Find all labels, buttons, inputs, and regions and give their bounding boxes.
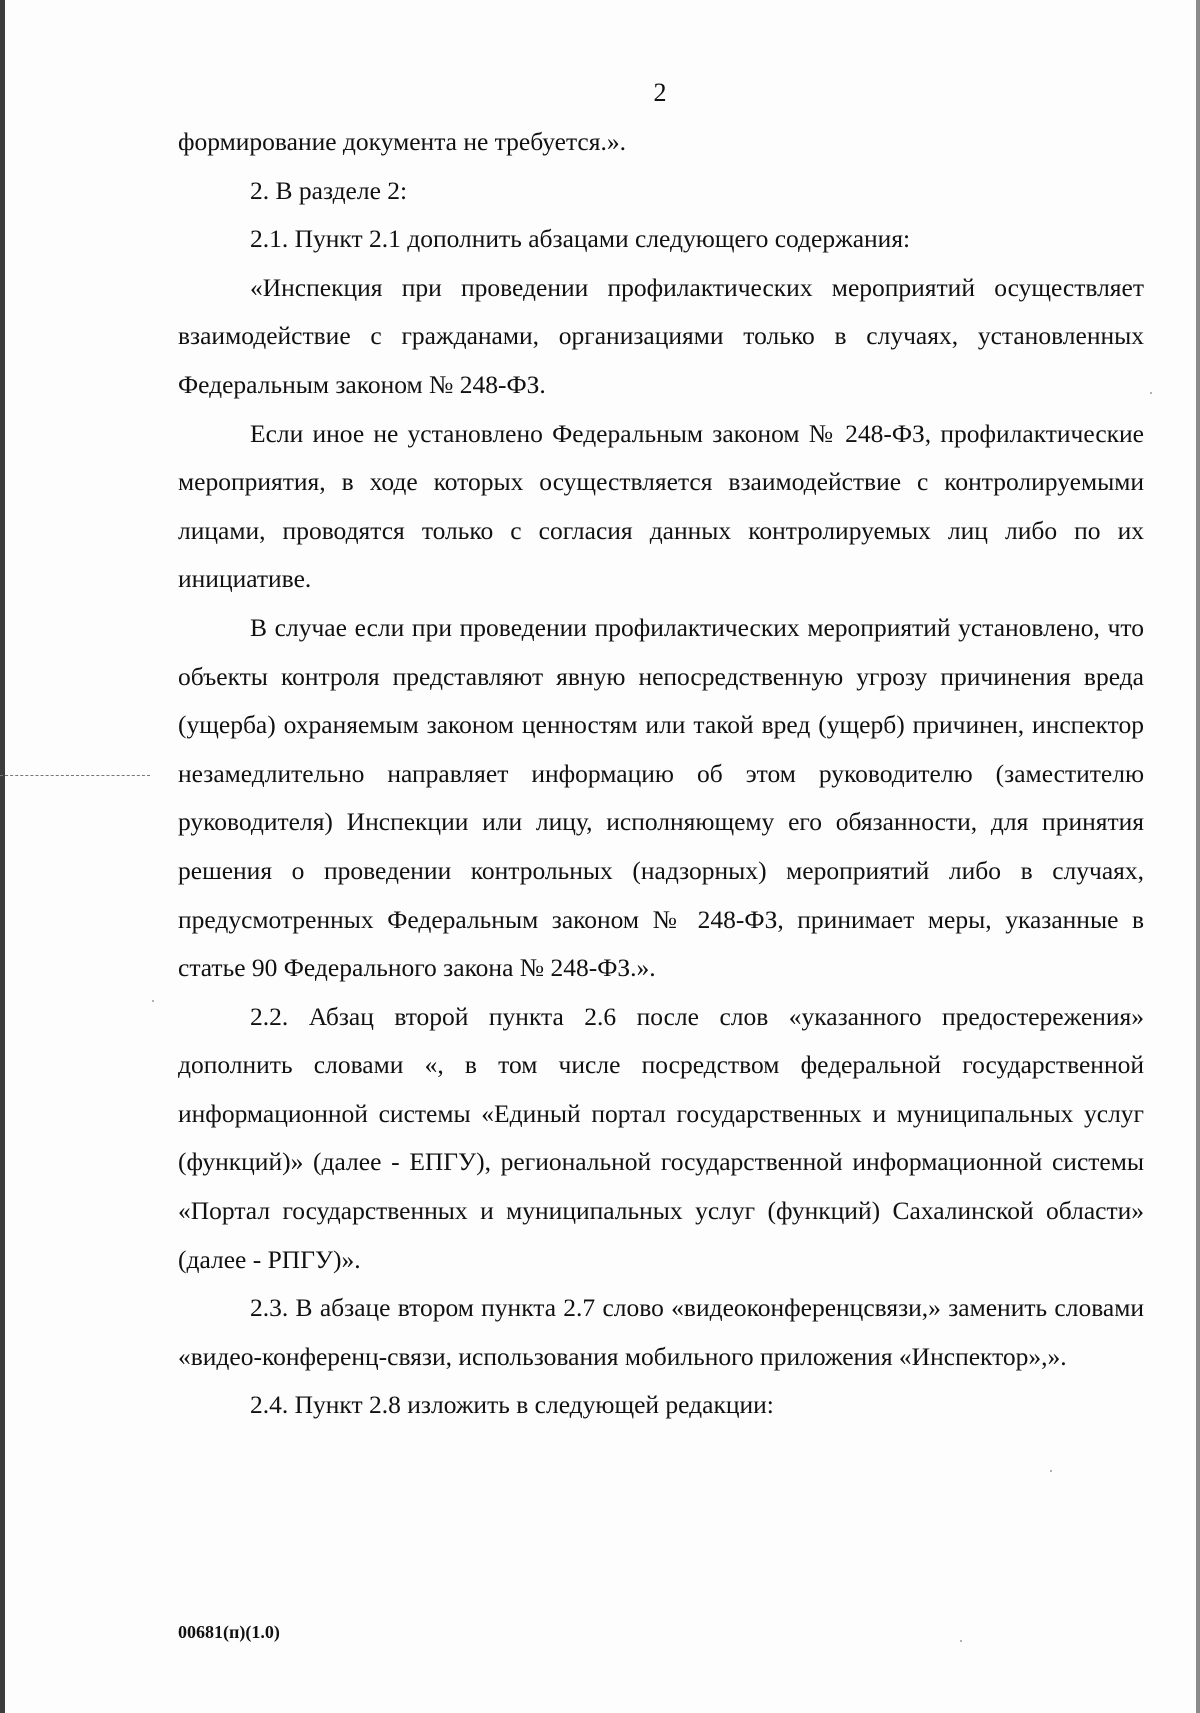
scan-speck bbox=[1150, 392, 1152, 394]
paragraph-2-3: 2.3. В абзаце втором пункта 2.7 слово «видеоконференцсвязи,» заменить словами «видео-конференц-связи, использования мобильного приложения «Инспектор»,». bbox=[178, 1293, 1144, 1371]
document-code: 00681(п)(1.0) bbox=[178, 1622, 280, 1642]
paragraph-2-1: 2.1. Пункт 2.1 дополнить абзацами следующего содержания: bbox=[250, 224, 911, 254]
paragraph-consent: Если иное не установлено Федеральным законом № 248-ФЗ, профилактические мероприятия, в ходе которых осуществляется взаимодействие с контролируемыми лицами, проводятся только с согласия данных контролируемых лиц либо по их инициативе. bbox=[178, 418, 1144, 594]
paragraph-threat: В случае если при проведении профилактических мероприятий установлено, что объекты контроля представляют явную непосредственную угрозу причинения вреда (ущерба) охраняемым законом ценностям или такой вред (ущерб) причинен, инспектор незамедлительно направляет информацию об этом руководителю (заместителю руководителя) Инспекции или лицу, исполняющему его обязанности, для принятия решения о проведении контрольных (надзорных) мероприятий либо в случаях, предусмотренных Федеральным законом № 248-ФЗ, принимает меры, указанные в статье 90 Федерального закона № 248-ФЗ.». bbox=[178, 612, 1144, 983]
scan-speck bbox=[1050, 1470, 1052, 1472]
page-number: 2 bbox=[653, 78, 667, 107]
scan-speck bbox=[152, 1000, 154, 1002]
paragraph-2-2: 2.2. Абзац второй пункта 2.6 после слов «указанного предостережения» дополнить словами «, в том числе посредством федеральной государственной информационной системы «Единый портал государственных и муниципальных услуг (функций)» (далее - ЕПГУ), региональной государственной информационной системы «Портал государственных и муниципальных услуг (функций) Сахалинской области» (далее - РПГУ)». bbox=[178, 1001, 1144, 1274]
paragraph-continuation: формирование документа не требуется.». bbox=[178, 127, 626, 156]
document-body bbox=[178, 118, 1144, 1430]
scan-edge-right bbox=[1196, 0, 1200, 1713]
scan-speck bbox=[960, 1640, 962, 1642]
paragraph-section-2: 2. В разделе 2: bbox=[250, 175, 408, 205]
paragraph-inspection-interaction: «Инспекция при проведении профилактических мероприятий осуществляет взаимодействие с гражданами, организациями только в случаях, установленных Федеральным законом № 248-ФЗ. bbox=[178, 272, 1144, 399]
paragraph-2-4: 2.4. Пункт 2.8 изложить в следующей редакции: bbox=[250, 1390, 774, 1420]
scan-edge-left bbox=[0, 0, 5, 1713]
scan-artifact-line bbox=[0, 775, 150, 776]
